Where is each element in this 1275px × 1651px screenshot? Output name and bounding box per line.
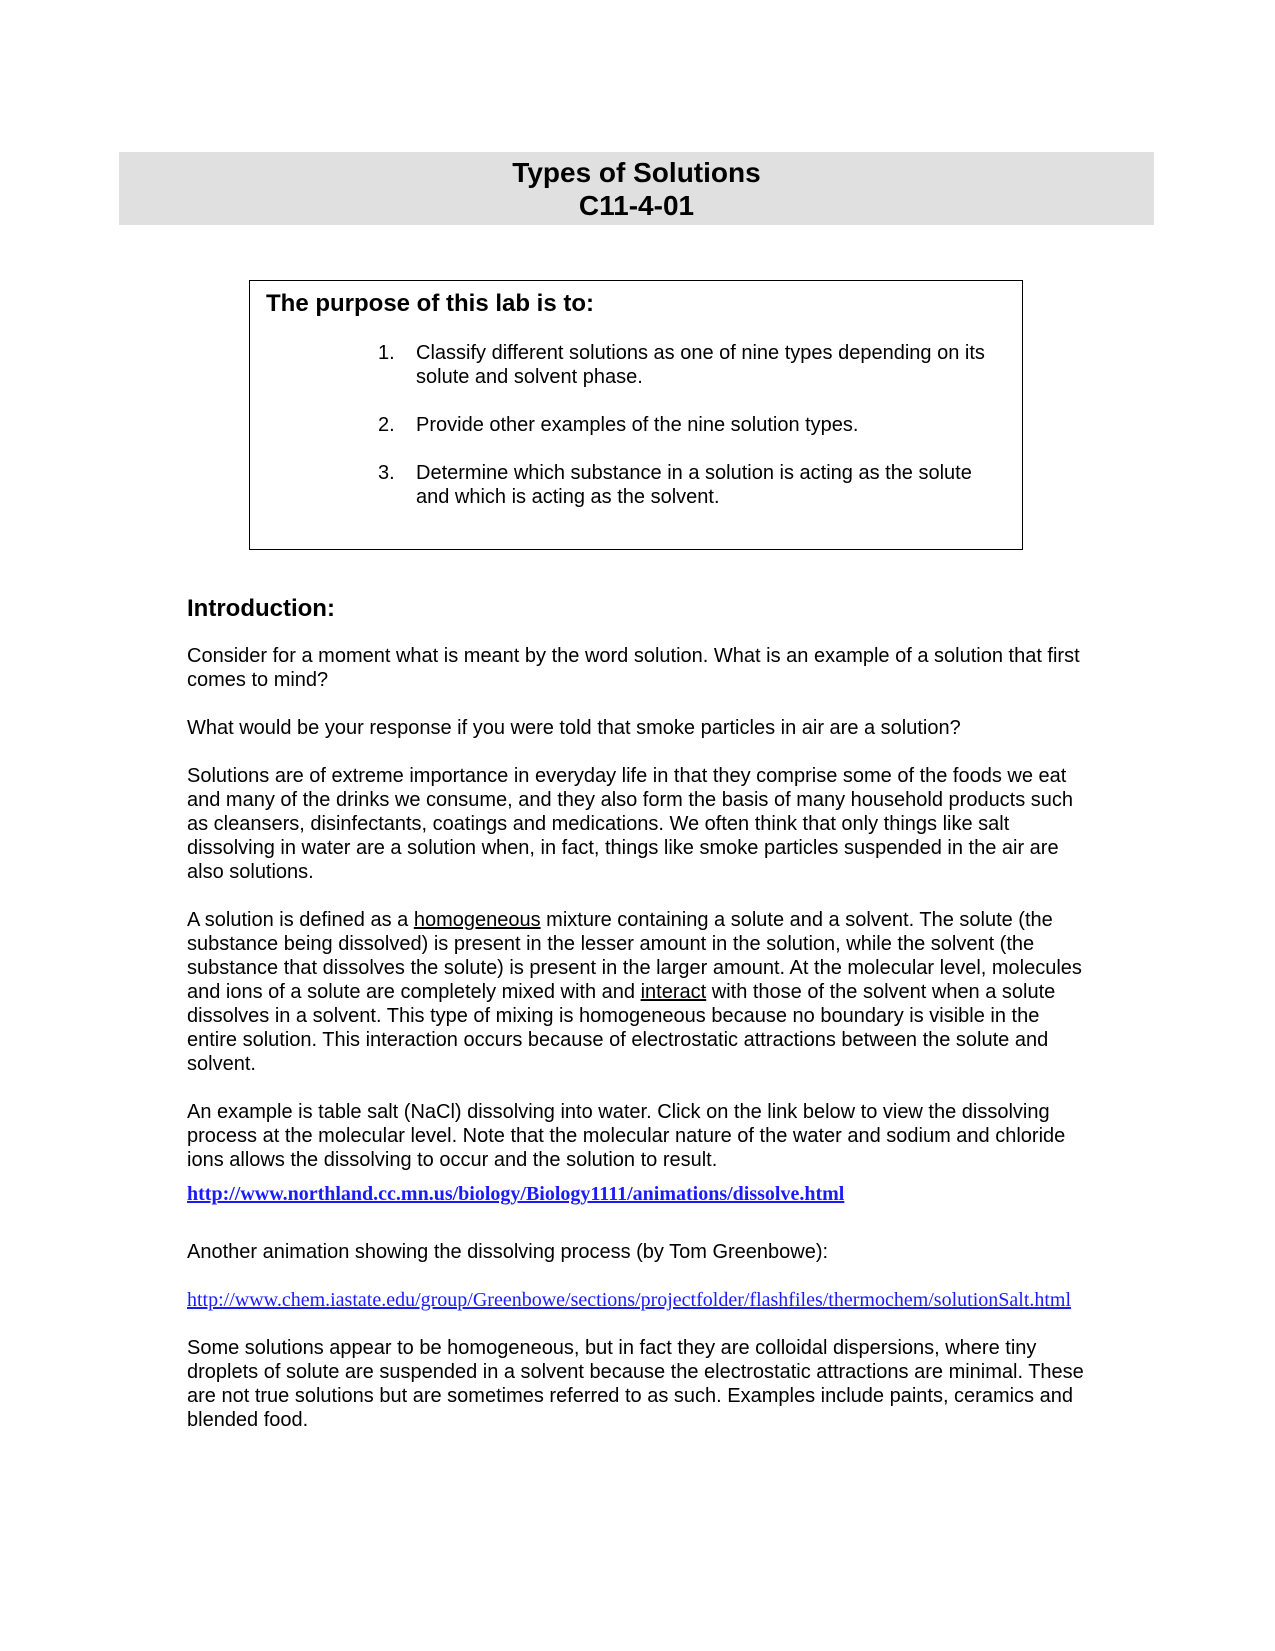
term-interact: interact — [640, 981, 707, 1003]
purpose-box — [249, 280, 1023, 550]
dissolve-animation-link[interactable]: http://www.northland.cc.mn.us/biology/Biology1111/animations/dissolve.html — [187, 1183, 845, 1205]
purpose-item-text: Classify different solutions as one of nine types depending on its solute and solvent phase. — [416, 342, 985, 388]
intro-paragraph-6: Another animation showing the dissolving process (by Tom Greenbowe): — [187, 1241, 829, 1263]
intro-paragraph-2: What would be your response if you were told that smoke particles in air are a solution? — [187, 717, 961, 739]
term-homogeneous: homogeneous — [413, 909, 541, 931]
purpose-item-number: 2. — [378, 414, 395, 436]
purpose-item-number: 1. — [378, 342, 395, 364]
purpose-heading: The purpose of this lab is to: — [266, 290, 595, 317]
purpose-item — [378, 461, 1000, 509]
paragraph-text: A solution is defined as a — [187, 909, 414, 931]
purpose-item-number: 3. — [378, 462, 395, 484]
intro-paragraph-4 — [187, 908, 1087, 1076]
intro-paragraph-3: Solutions are of extreme importance in everyday life in that they comprise some of the foods we eat and many of the drinks we consume, and they also form the basis of many household products such as cleansers, disinfectants, coatings and medications. We often think that only things like salt dissolving in water are a solution when, in fact, things like smoke particles suspended in the air are also solutions. — [187, 765, 1074, 883]
purpose-item — [378, 413, 1000, 437]
document-title: Types of Solutions — [512, 157, 761, 188]
introduction-section — [187, 594, 1087, 1456]
purpose-item-text: Determine which substance in a solution is acting as the solute and which is acting as the solvent. — [416, 462, 972, 508]
intro-paragraph-1: Consider for a moment what is meant by the word solution. What is an example of a solution that first comes to mind? — [187, 645, 1080, 691]
intro-paragraph-7: Some solutions appear to be homogeneous, but in fact they are colloidal dispersions, where tiny droplets of solute are suspended in a solvent because the electrostatic attractions are minimal. These are not true solutions but are sometimes referred to as such. Examples include paints, ceramics and blended food. — [187, 1337, 1084, 1431]
purpose-list — [378, 341, 1000, 533]
title-band — [119, 152, 1154, 225]
purpose-item-text: Provide other examples of the nine solution types. — [416, 414, 859, 436]
greenbowe-animation-link[interactable]: http://www.chem.iastate.edu/group/Greenbowe/sections/projectfolder/flashfiles/thermochem/solutionSalt.html — [187, 1289, 1072, 1311]
introduction-heading: Introduction: — [187, 595, 335, 622]
purpose-item — [378, 341, 1000, 389]
paragraph-text: mixture containing a solute and a solvent. The solute (the substance being dissolved) is present in the lesser amount in the solution, while the solvent (the substance that dissolves the solute) is present in the larger amount. At the molecular level, molecules and ions of a solute are completely mixed with and — [187, 909, 1082, 1003]
paragraph-text: with those of the solvent when a solute dissolves in a solvent. This type of mixing is homogeneous because no boundary is visible in the entire solution. This interaction occurs because of electrostatic attractions between the solute and solvent. — [187, 981, 1056, 1075]
intro-paragraph-5: An example is table salt (NaCl) dissolving into water. Click on the link below to view the dissolving process at the molecular level. Note that the molecular nature of the water and sodium and chloride ions allows the dissolving to occur and the solution to result. — [187, 1101, 1066, 1171]
document-code: C11-4-01 — [578, 190, 695, 221]
